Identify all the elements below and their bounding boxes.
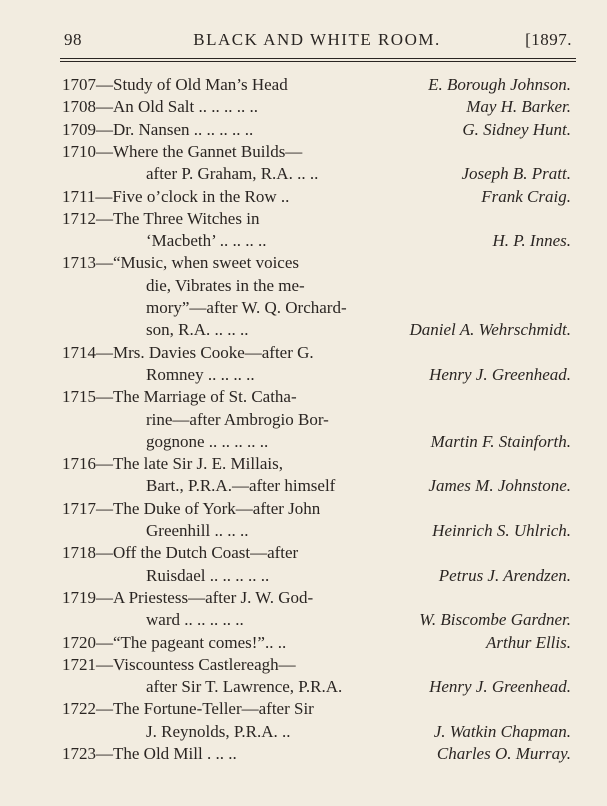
entry-continuation-line: rine—after Ambrogio Bor-	[146, 409, 329, 429]
entry-continuation-line: son, R.A. .. .. ..	[146, 320, 249, 340]
entry-title-line: 1712—The Three Witches in	[62, 208, 260, 228]
entry-artist: Martin F. Stainforth.	[430, 431, 571, 451]
entry-title-line: 1714—Mrs. Davies Cooke—after G.	[62, 342, 314, 362]
page-title: BLACK AND WHITE ROOM.	[193, 30, 441, 49]
header-rule	[60, 58, 576, 59]
entry-continuation-line: after Sir T. Lawrence, P.R.A.	[146, 677, 343, 697]
entry-continuation-line: Ruisdael .. .. .. .. ..	[146, 565, 270, 585]
entry-title-line: 1722—The Fortune-Teller—after Sir	[62, 699, 314, 719]
entry-artist: Heinrich S. Uhlrich.	[432, 521, 571, 540]
entry-artist: G. Sidney Hunt.	[462, 119, 571, 139]
entry-title-line: 1719—A Priestess—after J. W. God-	[62, 587, 314, 607]
entry-artist: Arthur Ellis.	[485, 632, 571, 652]
page-number: 98	[64, 30, 82, 49]
entry-artist: Frank Craig.	[481, 186, 571, 206]
entry-title-line: 1715—The Marriage of St. Catha-	[62, 387, 297, 407]
entry-title-line: 1713—“Music, when sweet voices	[62, 253, 300, 273]
entry-title-line: 1710—Where the Gannet Builds—	[62, 141, 303, 161]
entry-artist: Joseph B. Pratt.	[461, 164, 571, 184]
entry-artist: Charles O. Murray.	[436, 744, 571, 763]
entry-title-line: 1721—Viscountess Castlereagh—	[62, 654, 296, 674]
entry-title-line: 1720—“The pageant comes!”.. ..	[62, 632, 287, 652]
page-header	[62, 30, 572, 54]
entry-title-line: 1718—Off the Dutch Coast—after	[62, 543, 299, 563]
entry-continuation-line: Bart., P.R.A.—after himself	[146, 476, 336, 496]
entry-title-line: 1711—Five o’clock in the Row ..	[62, 186, 290, 206]
entry-title-line: 1708—An Old Salt .. .. .. .. ..	[62, 97, 258, 117]
entry-artist: H. P. Innes.	[492, 231, 571, 251]
entry-artist: W. Biscombe Gardner.	[419, 610, 571, 630]
entry-artist: E. Borough Johnson.	[428, 75, 571, 94]
entry-continuation-line: Romney .. .. .. ..	[146, 364, 255, 384]
entry-artist: Petrus J. Arendzen.	[438, 565, 571, 585]
entry-continuation-line: J. Reynolds, P.R.A. ..	[146, 721, 291, 741]
header-year: [1897.	[525, 30, 572, 49]
entry-continuation-line: ward .. .. .. .. ..	[146, 610, 244, 630]
entry-artist: James M. Johnstone.	[428, 476, 571, 496]
entry-artist: May H. Barker.	[466, 97, 571, 117]
entry-artist: Daniel A. Wehrschmidt.	[409, 320, 571, 340]
entry-title-line: 1716—The late Sir J. E. Millais,	[62, 454, 283, 474]
entry-continuation-line: ‘Macbeth’ .. .. .. ..	[146, 231, 267, 251]
entry-continuation-line: after P. Graham, R.A. .. ..	[146, 164, 319, 184]
entry-title-line: 1723—The Old Mill . .. ..	[62, 744, 237, 763]
entry-continuation-line: gognone .. .. .. .. ..	[146, 431, 269, 451]
header-rule-thin	[60, 61, 576, 62]
entry-artist: J. Watkin Chapman.	[433, 721, 571, 741]
entry-title-line: 1707—Study of Old Man’s Head	[62, 75, 288, 94]
entry-continuation-line: mory”—after W. Q. Orchard-	[146, 298, 347, 317]
entry-artist: Henry J. Greenhead.	[429, 364, 571, 384]
entry-title-line: 1717—The Duke of York—after John	[62, 498, 321, 518]
entry-title-line: 1709—Dr. Nansen .. .. .. .. ..	[62, 119, 254, 139]
entry-artist: Henry J. Greenhead.	[429, 677, 571, 697]
entry-continuation-line: die, Vibrates in the me-	[146, 275, 305, 295]
entry-continuation-line: Greenhill .. .. ..	[146, 521, 249, 540]
